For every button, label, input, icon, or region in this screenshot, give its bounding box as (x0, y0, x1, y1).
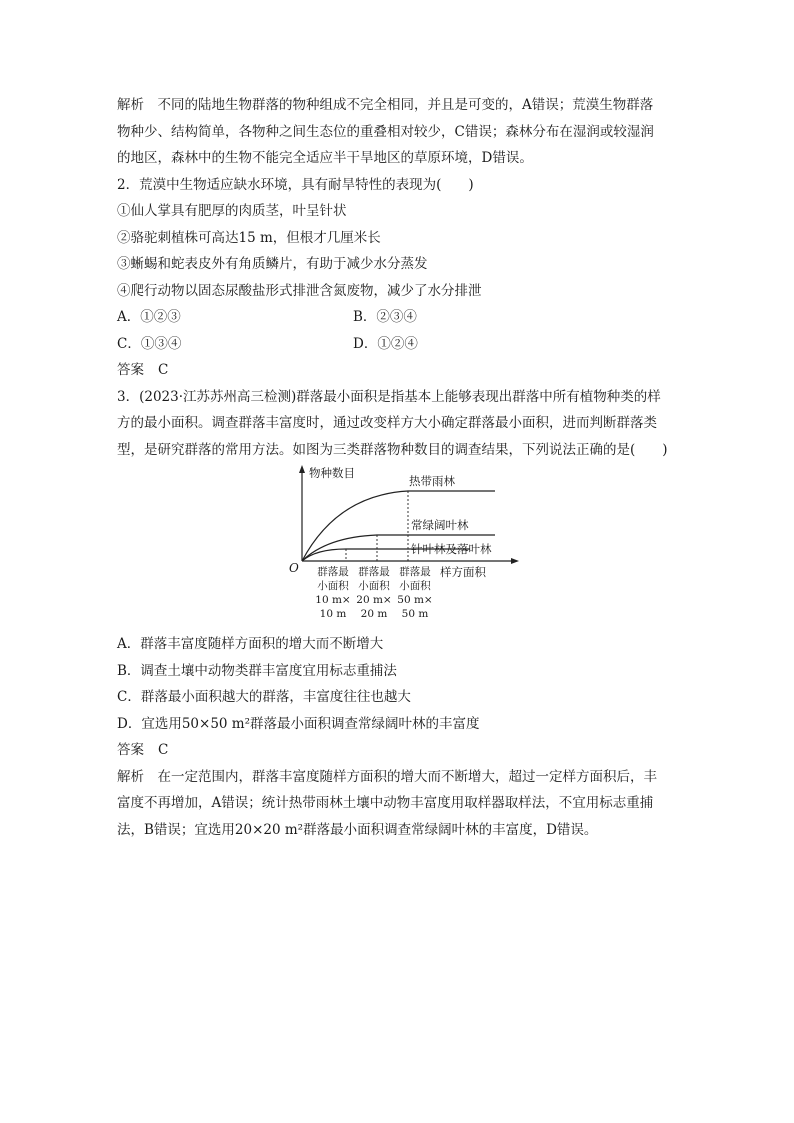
analysis-line: 法，B错误；宜选用20×20 m²群落最小面积调查常绿阔叶林的丰富度，D错误。 (117, 821, 598, 838)
y-axis-label: 物种数目 (309, 466, 355, 480)
answer-value: C (158, 742, 169, 758)
statement-item: ③蜥蜴和蛇表皮外有角质鳞片，有助于减少水分蒸发 (117, 256, 428, 272)
tick-label: 群落最 (358, 566, 390, 578)
option-a: A．①②③ (117, 309, 181, 325)
tick-label: 50 m (401, 608, 429, 620)
tick-label: 小面积 (399, 580, 431, 592)
origin-label: O (289, 561, 299, 575)
analysis-line: 的地区，森林中的生物不能完全适应半干旱地区的草原环境，D错误。 (117, 150, 533, 166)
curve-label: 针叶林及落叶林 (411, 542, 492, 556)
analysis-line: 富度不再增加，A错误；统计热带雨林土壤中动物丰富度用取样器取样法，不宜用标志重捕 (117, 795, 654, 811)
option-c: C．①③④ (117, 335, 182, 352)
x-axis-arrow-icon (511, 558, 519, 564)
tick-label: 50 m× (397, 594, 433, 606)
tick-label-group (315, 565, 432, 620)
analysis-line: 解析 在一定范围内，群落丰富度随样方面积的增大而不断增大，超过一定样方面积后，丰 (117, 768, 657, 785)
statement-item: ②骆驼刺植株可高达15 m，但根才几厘米长 (117, 229, 381, 246)
statement-item: ①仙人掌具有肥厚的肉质茎，叶呈针状 (117, 203, 347, 219)
question-3 (117, 384, 682, 844)
question-stem: 3．(2023·江苏苏州高三检测)群落最小面积是指基本上能够表现出群落中所有植物种类的样 (117, 388, 661, 405)
document-page (117, 92, 682, 843)
option-a: A．群落丰富度随样方面积的增大而不断增大 (117, 636, 384, 652)
answer-label: 答案 (117, 742, 144, 758)
curve-label: 常绿阔叶林 (411, 518, 469, 532)
tick-label: 20 m× (356, 594, 392, 606)
tick-label: 小面积 (358, 580, 390, 592)
option-d: D．①②④ (353, 335, 418, 352)
option-d: D．宜选用50×50 m²群落最小面积调查常绿阔叶林的丰富度 (117, 715, 480, 732)
option-b: B．②③④ (353, 309, 417, 325)
option-row (117, 304, 682, 331)
question-stem: 方的最小面积。调查群落丰富度时，通过改变样方大小确定群落最小面积，进而判断群落类 (117, 415, 657, 431)
option-b: B．调查土壤中动物类群丰富度宜用标志重捕法 (117, 662, 397, 679)
tick-label: 10 m× (315, 594, 351, 606)
tick-label: 20 m (360, 608, 388, 620)
answer-line (117, 737, 682, 764)
question-2 (117, 172, 682, 384)
y-axis-arrow-icon (299, 465, 305, 473)
analysis-block-1 (117, 92, 682, 172)
tick-label: 群落最 (317, 566, 349, 578)
answer-line (117, 357, 682, 384)
question-stem: 2．荒漠中生物适应缺水环境，具有耐旱特性的表现为( ) (117, 176, 474, 193)
option-c: C．群落最小面积越大的群落，丰富度往往也越大 (117, 689, 411, 705)
question-stem: 型，是研究群落的常用方法。如图为三类群落物种数目的调查结果，下列说法正确的是( ) (117, 441, 668, 458)
tick-label: 小面积 (317, 580, 349, 592)
curve-label: 热带雨林 (409, 474, 455, 488)
tick-label: 10 m (319, 608, 347, 620)
species-area-diagram (282, 463, 522, 631)
analysis-line: 解析 不同的陆地生物群落的物种组成不完全相同，并且是可变的，A错误；荒漠生物群落 (117, 97, 654, 113)
answer-value: C (158, 362, 169, 378)
option-row (117, 331, 682, 358)
answer-label: 答案 (117, 362, 144, 378)
statement-item: ④爬行动物以固态尿酸盐形式排泄含氮废物，减少了水分排泄 (117, 282, 482, 299)
analysis-line: 物种少、结构简单，各物种之间生态位的重叠相对较少，C错误；森林分布在湿润或较湿润 (117, 123, 654, 140)
x-axis-label: 样方面积 (440, 565, 486, 579)
tick-label: 群落最 (399, 566, 431, 578)
species-area-figure (117, 463, 682, 631)
